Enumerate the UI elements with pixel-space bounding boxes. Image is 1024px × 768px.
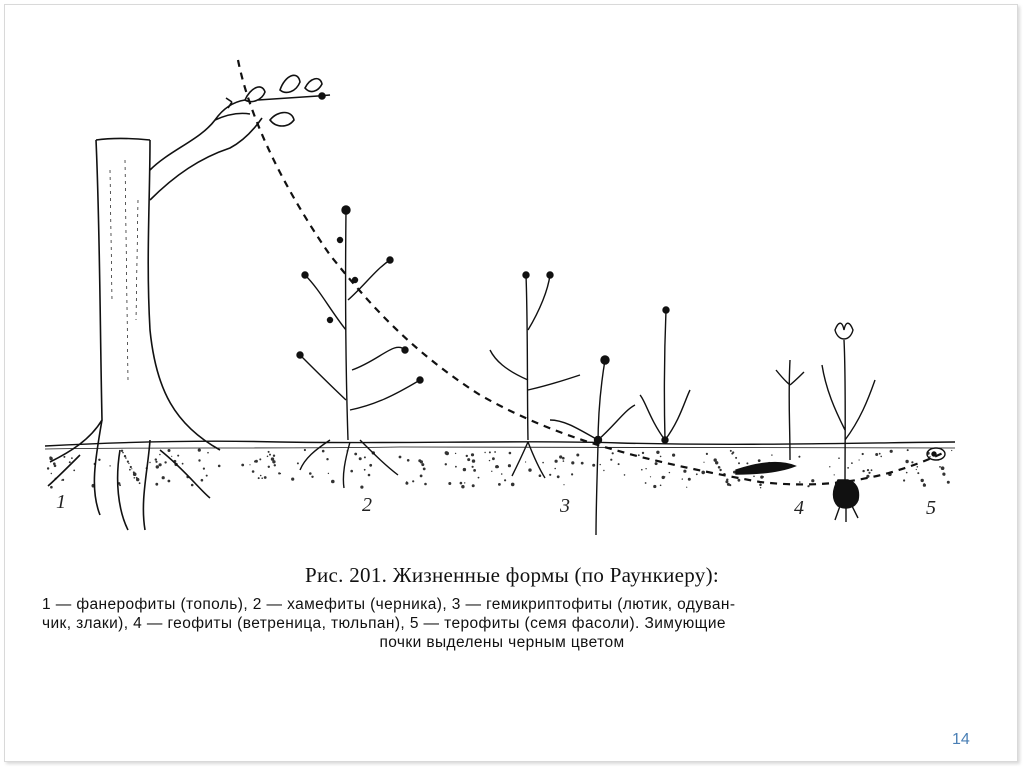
soil-speck [98,459,100,461]
soil-speck [360,486,363,489]
soil-speck [149,462,150,463]
soil-speck [911,461,913,463]
soil-speck [549,474,551,476]
soil-speck [738,462,740,464]
soil-speck [696,473,698,475]
soil-speck [128,463,129,464]
soil-speck [731,453,733,455]
soil-speck [641,469,643,471]
soil-speck [496,466,499,469]
soil-speck [511,483,515,487]
soil-speck [61,480,62,481]
soil-speck [492,457,495,460]
soil-speck [177,455,179,457]
soil-speck [672,454,675,457]
soil-speck [139,482,141,484]
soil-speck [49,457,52,460]
soil-speck [880,456,882,458]
soil-speck [829,466,830,467]
soil-speck [424,483,427,486]
soil-speck [464,482,465,483]
soil-speck [273,455,275,457]
soil-speck [252,470,255,473]
shrub-bilberry-drawing [297,206,423,488]
soil-speck [859,459,860,460]
soil-speck [331,480,335,484]
soil-speck [758,459,761,462]
soil-speck [563,484,564,485]
soil-speck [129,469,131,471]
soil-speck [297,462,299,464]
soil-speck [309,472,312,475]
soil-speck [706,453,708,455]
soil-speck [405,482,408,485]
soil-speck [369,464,372,467]
soil-speck [735,457,737,459]
soil-speck [917,472,919,474]
soil-speck [121,450,123,452]
soil-speck [471,453,474,456]
soil-speck [354,453,357,456]
caption-line: чик, злаки), 4 — геофиты (ветреница, тюльпан), 5 — терофиты (семя фасоли). Зимующие [42,615,726,632]
soil-speck [328,473,329,474]
figure-label-4: 4 [794,497,804,519]
figure-label-5: 5 [926,497,936,519]
soil-speck [683,470,686,473]
soil-speck [311,476,313,478]
soil-speck [133,472,137,476]
soil-speck [473,469,476,472]
soil-speck [727,483,730,486]
soil-speck [638,454,640,456]
soil-speck [867,469,869,471]
soil-speck [207,452,209,454]
soil-speck [719,469,721,471]
soil-speck [571,461,574,464]
soil-speck [448,482,451,485]
soil-speck [259,458,261,460]
soil-speck [155,458,157,460]
soil-speck [63,456,65,458]
soil-speck [834,474,835,475]
soil-speck [612,452,614,454]
soil-speck [69,461,71,463]
soil-speck [947,481,950,484]
soil-speck [650,476,651,477]
soil-speck [359,457,362,460]
soil-speck [249,464,250,465]
soil-speck [525,461,526,462]
soil-speck [811,479,814,482]
soil-speck [494,451,496,453]
soil-speck [660,485,662,487]
soil-speck [489,451,491,453]
soil-speck [472,459,475,462]
figure-label-3: 3 [560,495,570,517]
soil-speck [472,466,474,468]
soil-speck [51,473,52,474]
soil-speck [890,450,893,453]
soil-speck [268,451,270,453]
soil-speck [455,453,456,454]
soil-speck [923,483,925,485]
soil-speck [542,462,544,464]
soil-speck [258,477,260,479]
soil-speck [155,461,157,463]
soil-layer [45,441,955,449]
soil-speck [645,482,647,484]
soil-speck [662,476,665,479]
soil-speck [254,460,256,462]
soil-speck [164,461,166,463]
soil-speck [939,466,941,468]
soil-speck [260,475,262,477]
soil-speck [491,471,492,472]
soil-speck [682,478,683,479]
soil-speck [501,473,503,475]
soil-speck [421,463,424,466]
soil-speck [951,450,952,451]
soil-speck [264,476,267,479]
soil-speck [280,473,282,475]
soil-speck [445,451,449,455]
soil-speck [508,464,511,467]
soil-speck [688,478,691,481]
soil-speck [703,462,704,463]
soil-speck [701,471,705,475]
soil-speck [916,469,917,470]
soil-speck [941,466,945,470]
soil-speck [868,472,870,474]
soil-speck [54,465,57,468]
soil-speck [182,463,184,465]
soil-speck [71,457,73,459]
soil-speck [423,468,426,471]
soil-speck [921,479,924,482]
figure-caption-body [42,595,962,652]
soil-speck [368,474,371,477]
soil-speck [50,486,53,489]
soil-speck [268,466,270,468]
soil-speck [130,466,132,468]
soil-speck [159,463,162,466]
soil-speck [759,484,762,487]
soil-speck [498,483,501,486]
soil-speck [127,461,129,463]
soil-speck [624,474,626,476]
tree-poplar-drawing [48,75,330,530]
soil-speck [847,467,849,469]
soil-speck [903,479,905,481]
soil-speck [656,451,659,454]
soil-speck [412,480,414,482]
soil-speck [509,452,512,455]
soil-speck [484,452,485,453]
soil-speck [122,452,124,454]
soil-speck [350,470,353,473]
soil-speck [944,474,946,476]
anemone-tulip-drawing [736,323,875,522]
soil-speck [168,480,171,483]
soil-speck [364,456,366,458]
soil-speck [879,453,881,455]
caption-line: почки выделены черным цветом [379,634,625,651]
soil-speck [191,484,194,487]
soil-speck [838,457,840,459]
soil-speck [168,449,171,452]
soil-speck [364,469,366,471]
soil-speck [686,487,687,488]
soil-speck [274,464,276,466]
soil-speck [125,457,127,459]
bean-seed-drawing [927,448,945,460]
soil-speck [489,460,490,461]
soil-speck [291,478,294,481]
figure-label-1: 1 [56,491,66,513]
soil-speck [326,458,328,460]
slide-page-number: 14 [952,731,970,748]
soil-speck [618,463,620,465]
soil-speck [261,477,263,479]
soil-speck [917,466,919,468]
soil-speck [653,485,656,488]
soil-speck [109,465,110,466]
soil-speck [738,479,741,482]
soil-speck [467,458,470,461]
soil-speck [136,478,139,481]
soil-speck [47,467,49,469]
soil-speck [131,468,132,469]
soil-speck [460,482,463,485]
soil-speck [455,466,457,468]
soil-speck [269,454,271,456]
soil-speck [760,476,763,479]
soil-speck [124,455,126,457]
soil-speck [725,480,728,483]
soil-speck [642,452,644,454]
soil-speck [645,468,646,469]
soil-speck [600,464,601,465]
soil-speck [563,460,565,462]
soil-speck [420,460,423,463]
figure-label-2: 2 [362,494,372,516]
soil-speck [134,477,136,479]
soil-speck [851,462,853,464]
soil-speck [463,468,466,471]
soil-speck [655,462,658,465]
soil-speck [201,479,204,482]
soil-speck [559,455,562,458]
soil-speck [528,468,531,471]
soil-speck [162,476,165,479]
soil-speck [155,483,158,486]
soil-speck [907,449,909,451]
soil-speck [73,470,75,472]
soil-speck [539,474,542,477]
soil-speck [472,484,475,487]
soil-speck [862,470,864,472]
soil-speck [399,456,402,459]
soil-speck [478,477,480,479]
soil-speck [198,449,201,452]
soil-speck [171,456,172,457]
soil-speck [119,484,121,486]
figure-caption-title: Рис. 201. Жизненные формы (по Раункиеру): [304,563,719,587]
bud-height-dashed-curve [238,60,945,484]
soil-speck [771,454,772,455]
soil-speck [407,459,410,462]
soil-speck [581,462,584,465]
soil-speck [905,460,908,463]
soil-speck [571,473,573,475]
soil-speck [156,465,159,468]
soil-speck [445,463,447,465]
soil-speck [198,459,200,461]
soil-speck [715,461,718,464]
soil-speck [241,464,244,467]
soil-speck [555,460,558,463]
caption-line: 1 — фанерофиты (тополь), 2 — хамефиты (черника), 3 — гемикриптофиты (лютик, одуван- [42,596,736,613]
soil-speck [159,454,161,456]
soil-speck [669,472,670,473]
soil-speck [753,476,755,478]
soil-speck [576,454,579,457]
soil-speck [304,449,306,451]
soil-speck [730,450,732,452]
soil-speck [218,465,221,468]
soil-speck [798,456,800,458]
soil-speck [862,453,864,455]
soil-speck [206,475,208,477]
soil-speck [592,464,595,467]
soil-speck [660,456,662,458]
soil-speck [420,475,423,478]
soil-speck [603,470,604,471]
soil-speck [461,485,464,488]
soil-speck [799,481,801,483]
soil-speckles [47,449,952,489]
soil-speck [871,469,873,471]
soil-speck [557,475,560,478]
buttercup-dandelion-grasses-drawing [490,272,690,535]
soil-speck [554,468,556,470]
soil-speck [466,455,468,457]
soil-speck [718,466,721,469]
soil-speck [203,468,205,470]
soil-speck [906,472,908,474]
soil-speck [562,457,565,460]
soil-speck [322,450,325,453]
soil-speck [610,459,612,461]
soil-speck [267,456,269,458]
soil-speck [746,462,748,464]
soil-speck [504,479,506,481]
soil-speck [272,460,275,463]
soil-speck [875,453,878,456]
soil-speck [760,487,761,488]
